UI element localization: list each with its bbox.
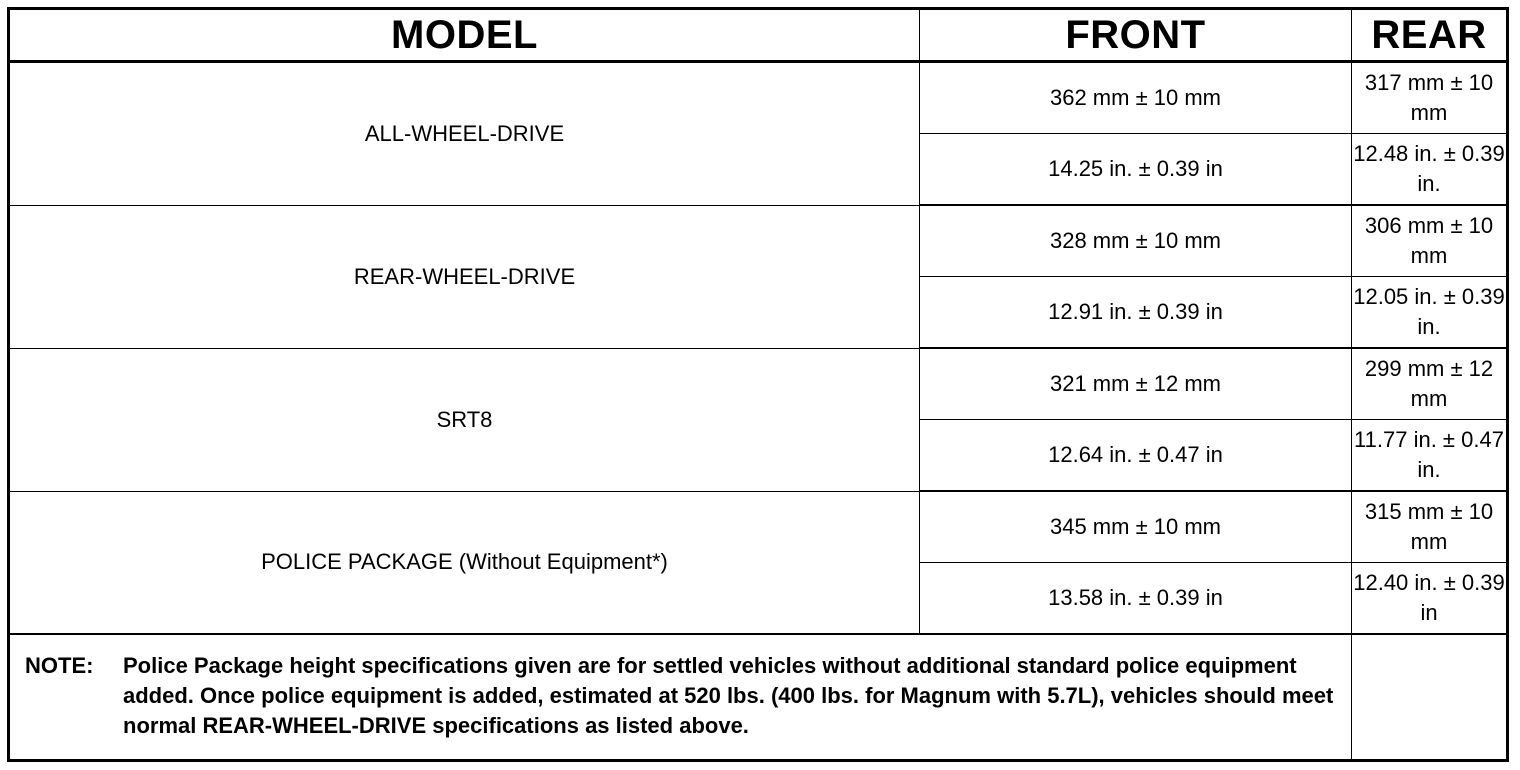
table-row: [9, 205, 1508, 277]
front-imperial-cell: 12.91 in. ± 0.39 in: [920, 277, 1352, 349]
note-empty-cell: [1352, 634, 1508, 761]
rear-imperial-cell: 11.77 in. ± 0.47 in.: [1352, 420, 1508, 492]
table-row: [9, 62, 1508, 134]
front-metric-cell: 328 mm ± 10 mm: [920, 205, 1352, 277]
note-label: NOTE:: [25, 653, 94, 678]
front-metric-cell: 345 mm ± 10 mm: [920, 491, 1352, 563]
note-cell: [9, 634, 1352, 761]
note-text: Police Package height specifications given are for settled vehicles without additional standard police equipment added. Once police equipment is added, estimated at 520 lbs. (400 lbs. for Magnum with 5.7L), vehicles should meet normal REAR-WHEEL-DRIVE specifications as listed above.: [123, 653, 1334, 738]
table-row: [9, 348, 1508, 420]
front-imperial-cell: 12.64 in. ± 0.47 in: [920, 420, 1352, 492]
header-row: [9, 9, 1508, 62]
model-cell-police: POLICE PACKAGE (Without Equipment*): [9, 491, 920, 634]
header-model: MODEL: [9, 9, 920, 62]
front-imperial-cell: 14.25 in. ± 0.39 in: [920, 134, 1352, 206]
rear-metric-cell: 299 mm ± 12 mm: [1352, 348, 1508, 420]
note-block: [25, 651, 1351, 741]
table-row: [9, 491, 1508, 563]
front-imperial-cell: 13.58 in. ± 0.39 in: [920, 563, 1352, 635]
rear-imperial-cell: 12.40 in. ± 0.39 in: [1352, 563, 1508, 635]
front-metric-cell: 362 mm ± 10 mm: [920, 62, 1352, 134]
note-row: [9, 634, 1508, 761]
rear-metric-cell: 317 mm ± 10 mm: [1352, 62, 1508, 134]
front-metric-cell: 321 mm ± 12 mm: [920, 348, 1352, 420]
rear-metric-cell: 306 mm ± 10 mm: [1352, 205, 1508, 277]
header-rear: REAR: [1352, 9, 1508, 62]
ride-height-spec-table: [7, 7, 1509, 762]
rear-imperial-cell: 12.48 in. ± 0.39 in.: [1352, 134, 1508, 206]
rear-metric-cell: 315 mm ± 10 mm: [1352, 491, 1508, 563]
model-cell-rwd: REAR-WHEEL-DRIVE: [9, 205, 920, 348]
header-front: FRONT: [920, 9, 1352, 62]
rear-imperial-cell: 12.05 in. ± 0.39 in.: [1352, 277, 1508, 349]
model-cell-awd: ALL-WHEEL-DRIVE: [9, 62, 920, 206]
model-cell-srt8: SRT8: [9, 348, 920, 491]
